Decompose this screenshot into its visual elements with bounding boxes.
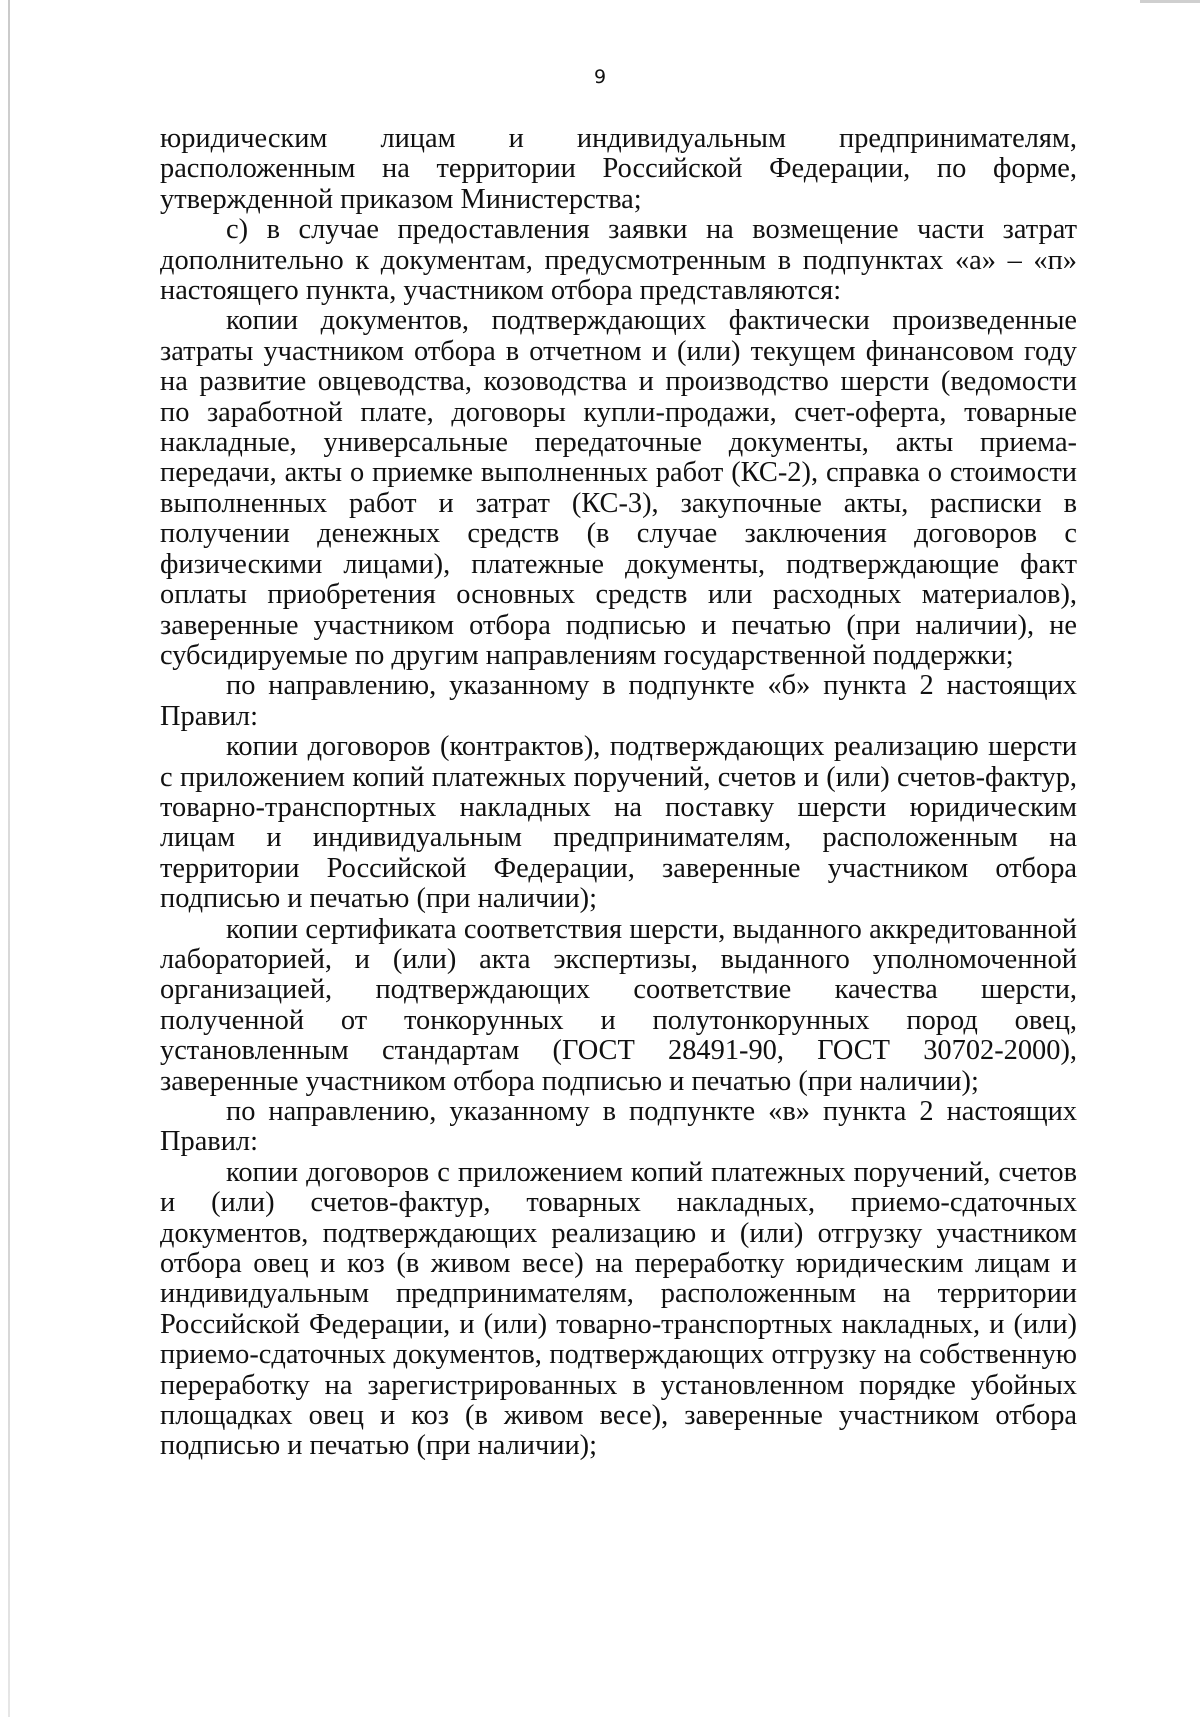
paragraph-copies-expenses: копии документов, подтверждающих фактически произведенные затраты участником отбора в отчетном и (или) текущем финансовом году на развитие овцеводства, козоводства и производство шерсти (ведомости по заработной плате, договоры купли-продажи, счет-оферта, товарные накладные, универсальные передаточные документы, акты приема-передачи, акты о приемке выполненных работ (КС-2), справка о стоимости выполненных работ и затрат (КС-3), закупочные акты, расписки в получении денежных средств (в случае заключения договоров с физическими лицами), платежные документы, подтверждающие факт оплаты приобретения основных средств или расходных материалов), заверенные участником отбора подписью и печатью (при наличии), не субсидируемые по другим направлениям государственной поддержки; bbox=[160, 305, 1077, 671]
scan-edge-left bbox=[8, 0, 10, 1717]
paragraph-copies-contracts-livestock: копии договоров с приложением копий платежных поручений, счетов и (или) счетов-фактур, товарных накладных, приемо-сдаточных документов, подтверждающих реализацию и (или) отгрузку участником отбора овец и коз (в живом весе) на переработку юридическим лицам и индивидуальным предпринимателям, расположенным на территории Российской Федерации, и (или) товарно-транспортных накладных, и (или) приемо-сдаточных документов, подтверждающих отгрузку на собственную переработку на зарегистрированных в установленном порядке убойных площадках овец и коз (в живом весе), заверенные участником отбора подписью и печатью (при наличии); bbox=[160, 1156, 1077, 1462]
scan-edge-top-right bbox=[1140, 0, 1200, 3]
paragraph-direction-b: по направлению, указанному в подпункте «б» пункта 2 настоящих Правил: bbox=[160, 670, 1077, 732]
paragraph-copies-certificate: копии сертификата соответствия шерсти, выданного аккредитованной лабораторией, и (или) акта экспертизы, выданного уполномоченной организацией, подтверждающих соответствие качества шерсти, полученной от тонкорунных и полутонкорунных пород овец, установленным стандартам (ГОСТ 28491-90, ГОСТ 30702-2000), заверенные участником отбора подписью и печатью (при наличии); bbox=[160, 913, 1077, 1097]
paragraph-item-s: с) в случае предоставления заявки на возмещение части затрат дополнительно к документам, предусмотренным в подпунктах «а» – «п» настоящего пункта, участником отбора представляются: bbox=[160, 214, 1077, 307]
paragraph-direction-v: по направлению, указанному в подпункте «в» пункта 2 настоящих Правил: bbox=[160, 1096, 1077, 1158]
paragraph-copies-contracts-wool: копии договоров (контрактов), подтверждающих реализацию шерсти с приложением копий платежных поручений, счетов и (или) счетов-фактур, товарно-транспортных накладных на поставку шерсти юридическим лицам и индивидуальным предпринимателям, расположенным на территории Российской Федерации, заверенные участником отбора подписью и печатью (при наличии); bbox=[160, 731, 1077, 915]
document-body bbox=[160, 124, 1077, 1462]
page-number: 9 bbox=[593, 66, 607, 88]
paragraph-continuation: юридическим лицам и индивидуальным предпринимателям, расположенным на территории Российской Федерации, по форме, утвержденной приказом Министерства; bbox=[160, 123, 1077, 215]
